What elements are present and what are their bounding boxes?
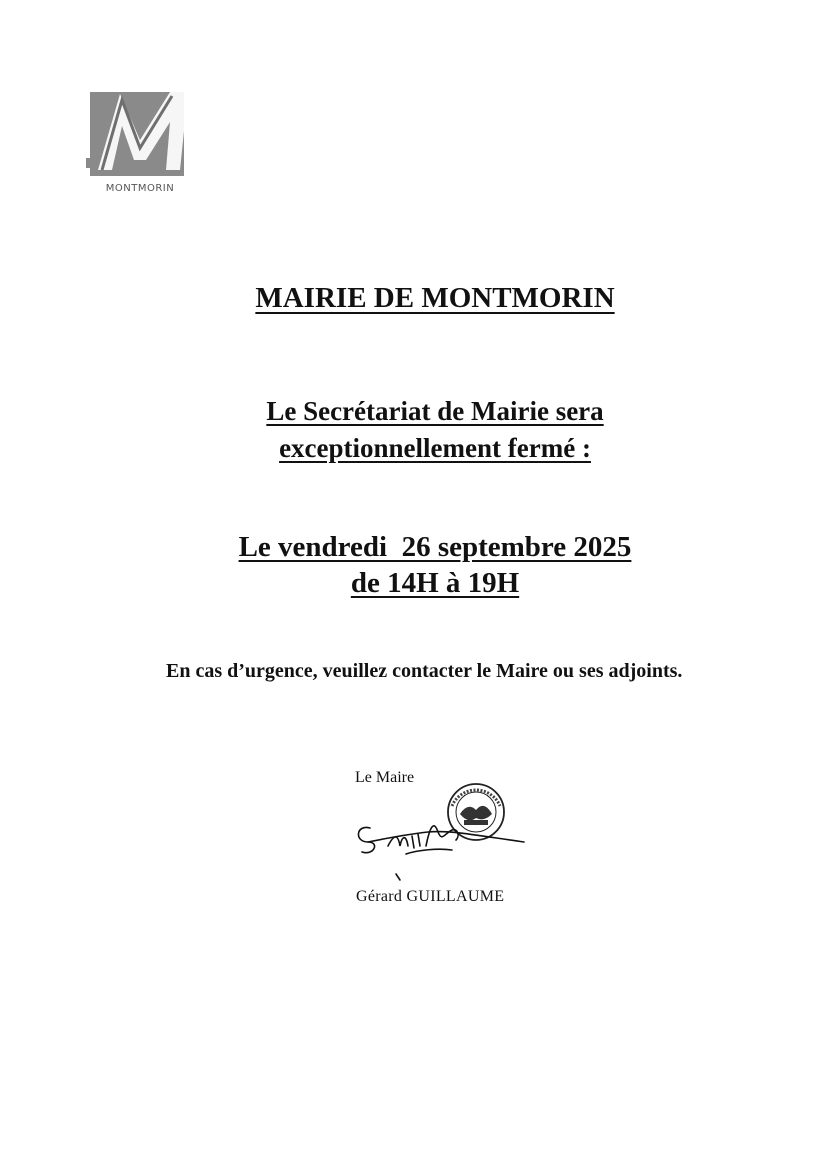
closure-notice	[180, 393, 690, 467]
notice-line-2: exceptionnellement fermé :	[279, 433, 591, 463]
emergency-instructions: En cas d’urgence, veuillez contacter le Maire ou ses adjoints.	[166, 660, 683, 682]
notice-line-1: Le Secrétariat de Mairie sera	[266, 396, 604, 426]
page-title: MAIRIE DE MONTMORIN	[255, 282, 615, 314]
signatory-name: Gérard GUILLAUME	[356, 888, 505, 905]
montmorin-logo	[84, 86, 196, 204]
closure-hours: de 14H à 19H	[350, 567, 520, 599]
logo-caption: MONTMORIN	[105, 183, 175, 194]
signatory-role: Le Maire	[355, 769, 415, 786]
signature-and-stamp	[348, 776, 538, 886]
closure-date-block	[160, 529, 710, 601]
logo-mark	[84, 86, 196, 182]
closure-date: Le vendredi 26 septembre 2025	[238, 531, 632, 563]
handwritten-signature	[358, 826, 524, 880]
